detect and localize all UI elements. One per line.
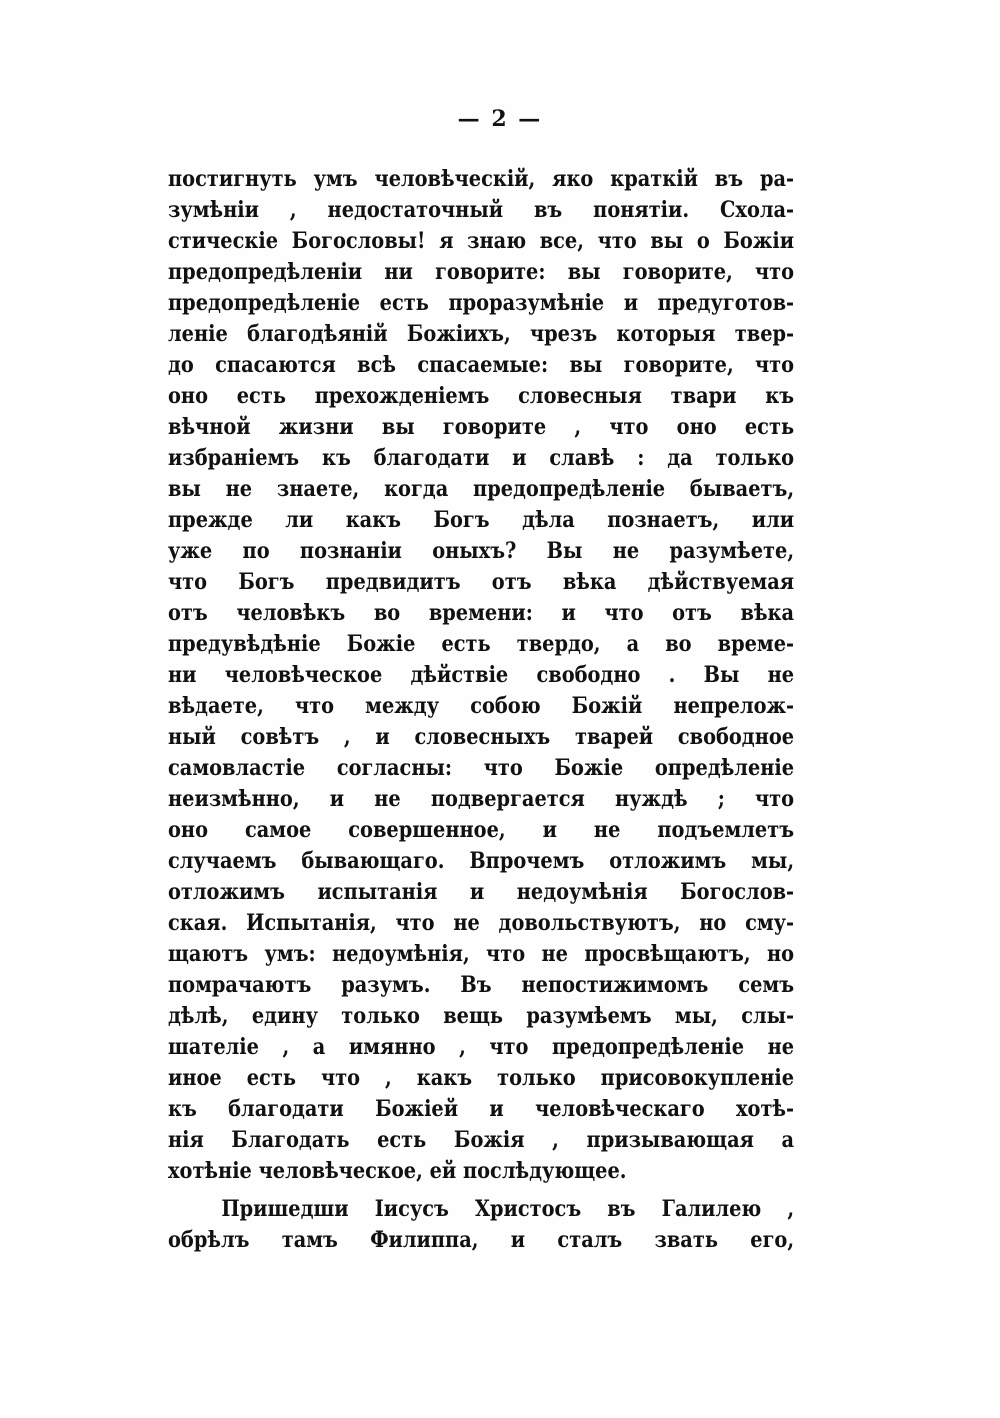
text-line: обрѣлъ тамъ Филиппа, и сталъ звать его, <box>168 1227 795 1253</box>
paragraph-gap <box>168 1187 794 1194</box>
text-line: нія Благодать есть Божія , призывающая а <box>168 1127 795 1153</box>
text-line: ный совѣтъ , и словесныхъ тварей свободное <box>168 724 795 750</box>
text-line: оно есть прехожденіемъ словесныя твари къ <box>168 383 795 409</box>
text-line: иное есть что , какъ только присовокупленіе <box>168 1065 795 1091</box>
text-line: къ благодати Божіей и человѣческаго хотѣ- <box>168 1096 795 1122</box>
text-line: избраніемъ къ благодати и славѣ : да только <box>168 445 795 471</box>
text-line: хотѣніе человѣческое, ей послѣдующее. <box>168 1158 627 1184</box>
text-line: вѣчной жизни вы говорите , что оно есть <box>168 414 795 440</box>
paragraph-1 <box>168 164 794 1187</box>
text-line: стическіе Богословы! я знаю все, что вы о Божіи <box>168 228 795 254</box>
text-line: Пришедши Іисусъ Христосъ въ Галилею , <box>221 1196 795 1222</box>
text-line: дѣлѣ, едину только вещь разумѣемъ мы, слы- <box>168 1003 795 1029</box>
text-line: прежде ли какъ Богъ дѣла познаетъ, или <box>168 507 795 533</box>
text-line: вѣдаете, что между собою Божій непрелож- <box>168 693 795 719</box>
text-line: самовластіе согласны: что Божіе опредѣленіе <box>168 755 795 781</box>
text-line: зумѣніи , недостаточный въ понятіи. Схола- <box>168 197 795 223</box>
text-line: оно самое совершенное, и не подъемлетъ <box>168 817 795 843</box>
page-number: — 2 — <box>457 106 543 132</box>
text-line: помрачаютъ разумъ. Въ непостижимомъ семъ <box>168 972 795 998</box>
paragraph-2 <box>168 1194 794 1256</box>
text-line: леніе благодѣяній Божіихъ, чрезъ которыя твер- <box>168 321 795 347</box>
text-line: отложимъ испытанія и недоумѣнія Богослов- <box>168 879 795 905</box>
body-text <box>168 164 794 1256</box>
text-line: щаютъ умъ: недоумѣнія, что не просвѣщаютъ, но <box>168 941 795 967</box>
text-line: предопредѣленіе есть проразумѣніе и предуготов- <box>168 290 795 316</box>
text-line: шателіе , а имянно , что предопредѣленіе не <box>168 1034 795 1060</box>
text-line: случаемъ бывающаго. Впрочемъ отложимъ мы, <box>168 848 795 874</box>
text-line: ни человѣческое дѣйствіе свободно . Вы не <box>168 662 795 688</box>
text-line: отъ человѣкъ во времени: и что отъ вѣка <box>168 600 795 626</box>
text-line: ская. Испытанія, что не довольствуютъ, но сму- <box>168 910 795 936</box>
text-line: что Богъ предвидитъ отъ вѣка дѣйствуемая <box>168 569 795 595</box>
text-line: вы не знаете, когда предопредѣленіе бываетъ, <box>168 476 795 502</box>
text-line: предопредѣленіи ни говорите: вы говорите, что <box>168 259 795 285</box>
text-line: постигнуть умъ человѣческій, яко краткій въ ра- <box>168 166 795 192</box>
text-line: предувѣдѣніе Божіе есть твердо, а во време- <box>168 631 795 657</box>
text-line: до спасаются всѣ спасаемые: вы говорите, что <box>168 352 795 378</box>
text-line: уже по познаніи оныхъ? Вы не разумѣете, <box>168 538 795 564</box>
text-line: неизмѣнно, и не подвергается нуждѣ ; что <box>168 786 795 812</box>
